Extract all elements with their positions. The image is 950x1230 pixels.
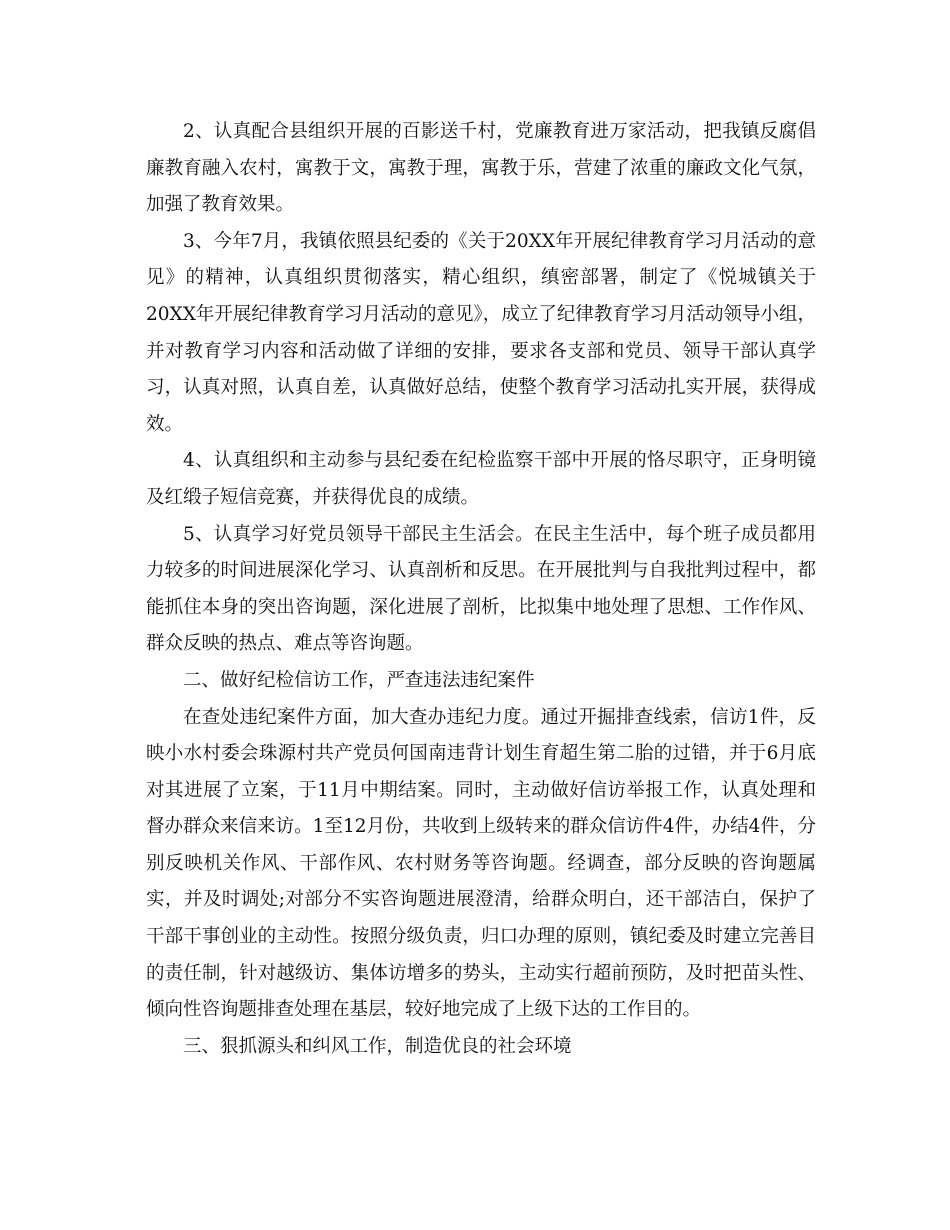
paragraph-item-3: 3、今年7月，我镇依照县纪委的《关于20XX年开展纪律教育学习月活动的意见》的精神，认真组织贯彻落实，精心组织，缜密部署，制定了《悦城镇关于20XX年开展纪律教育学习月活动的意见》，成立了纪律教育学习月活动领导小组，并对教育学习内容和活动做了详细的安排，要求各支部和党员、领导干部认真学习，认真对照，认真自差，认真做好总结，使整个教育学习活动扎实开展，获得成效。: [146, 230, 816, 435]
paragraph-case-handling: 在查处违纪案件方面，加大查办违纪力度。通过开掘排查线索，信访1件，反映小水村委会珠源村共产党员何国南违背计划生育超生第二胎的过错，并于6月底对其进展了立案，于11月中期结案。同时，主动做好信访举报工作，认真处理和督办群众来信来访。1至12月份，共收到上级转来的群众信访件4件，办结4件，分别反映机关作风、干部作风、农村财务等咨询题。经调查，部分反映的咨询题属实，并及时调处;对部分不实咨询题进展澄清，给群众明白，还干部洁白，保护了干部干事创业的主动性。按照分级负责，归口办理的原则，镇纪委及时建立完善目的责任制，针对越级访、集体访增多的势头，主动实行超前预防，及时把苗头性、倾向性咨询题排查处理在基层，较好地完成了上级下达的工作目的。: [146, 706, 816, 1021]
section-heading-3: 三、狠抓源头和纠风工作，制造优良的社会环境: [183, 1035, 572, 1057]
paragraph-item-4: 4、认真组织和主动参与县纪委在纪检监察干部中开展的恪尽职守，正身明镜及红缎子短信竞赛，并获得优良的成绩。: [146, 450, 816, 508]
paragraph-item-5: 5、认真学习好党员领导干部民主生活会。在民主生活中，每个班子成员都用力较多的时间进展深化学习、认真剖析和反思。在开展批判与自我批判过程中，都能抓住本身的突出咨询题，深化进展了剖析，比拟集中地处理了思想、工作作风、群众反映的热点、难点等咨询题。: [146, 523, 816, 655]
document-page: [146, 114, 816, 1065]
paragraph-item-2: 2、认真配合县组织开展的百影送千村，党廉教育进万家活动，把我镇反腐倡廉教育融入农村，寓教于文，寓教于理，寓教于乐，营建了浓重的廉政文化气氛，加强了教育效果。: [146, 121, 816, 216]
section-heading-2: 二、做好纪检信访工作，严查违法违纪案件: [183, 669, 535, 691]
